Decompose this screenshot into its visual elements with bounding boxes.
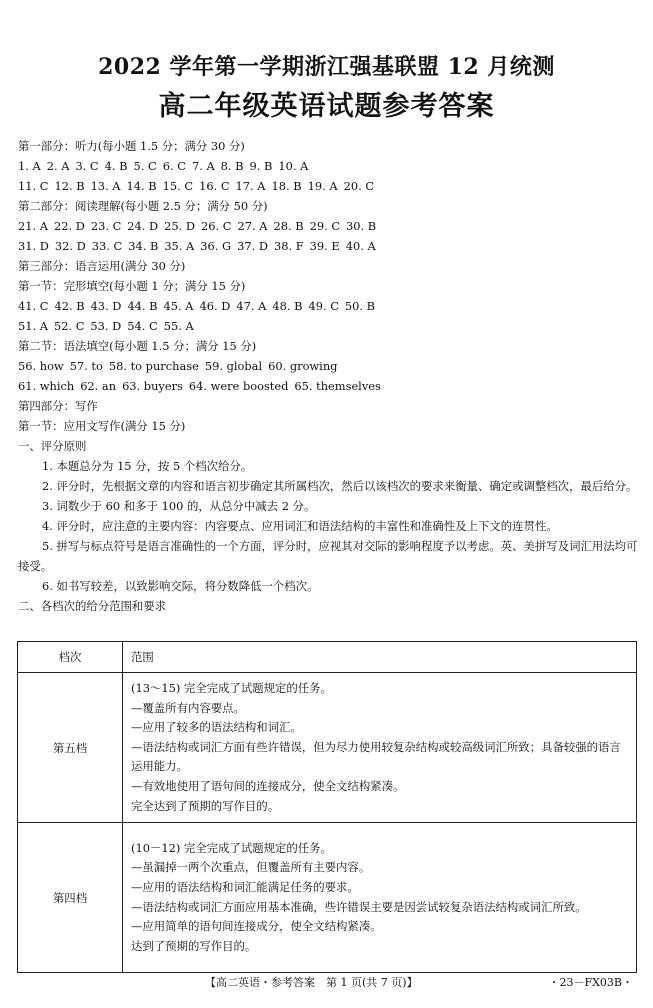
answer-item: 30. B <box>346 219 377 233</box>
answer-item: 28. B <box>273 219 304 233</box>
part3-sec1-heading: 第一节：完形填空(每小题 1 分；满分 15 分) <box>18 279 246 293</box>
answer-item: 37. D <box>237 239 268 253</box>
principles-heading: 一、评分原则 <box>18 439 87 453</box>
answer-item: 32. D <box>54 239 86 253</box>
range-column-header: 范围 <box>123 642 637 673</box>
part4-heading: 第四部分：写作 <box>18 399 98 413</box>
answer-item: 50. B <box>344 299 376 313</box>
answer-item: 4. B <box>104 159 128 173</box>
principle-item: 3. 词数少于 60 和多于 100 的，从总分中减去 2 分。 <box>42 499 316 513</box>
cloze-answers-row1 <box>18 296 638 316</box>
principle-item: 6. 如书写较差，以致影响交际，将分数降低一个档次。 <box>42 579 319 593</box>
requirement-line: —有效地使用了语句间的连接成分，使全文结构紧凑。 <box>131 778 405 793</box>
table-header-row <box>18 642 637 673</box>
answer-item: 29. C <box>309 219 341 233</box>
grade-requirements <box>123 823 637 973</box>
answer-item: 48. B <box>272 299 303 313</box>
answer-item: 5. C <box>133 159 157 173</box>
answer-item: 39. E <box>309 239 340 253</box>
answer-item: 46. D <box>199 299 231 313</box>
answer-item: 18. B <box>271 179 302 193</box>
answer-item: 12. B <box>54 179 85 193</box>
principle-item: 5. 拼写与标点符号是语言准确性的一个方面，评分时，应视其对交际的影响程度予以考虑。英、美拼写及词汇用法均可接受。 <box>18 539 638 573</box>
answer-item: 31. D <box>18 239 49 253</box>
requirement-line: (13～15) 完全完成了试题规定的任务。 <box>131 681 332 695</box>
answer-item: 44. B <box>127 299 158 313</box>
answer-item: 53. D <box>90 319 122 333</box>
requirement-line: 达到了预期的写作目的。 <box>131 938 257 953</box>
answer-item: 41. C <box>18 299 49 313</box>
requirement-line: —虽漏掉一两个次重点，但覆盖所有主要内容。 <box>131 860 371 875</box>
grammar-answers-row2 <box>18 376 638 396</box>
grading-table <box>17 641 637 973</box>
answer-item: 11. C <box>18 179 49 193</box>
grades-heading: 二、各档次的给分范围和要求 <box>18 599 167 613</box>
grade-requirements <box>123 673 637 823</box>
answer-item: 21. A <box>18 219 48 233</box>
grammar-answers-row1 <box>18 356 638 376</box>
answer-item: 25. D <box>164 219 196 233</box>
answer-item: 22. D <box>53 219 85 233</box>
answer-item: 65. themselves <box>294 379 381 393</box>
requirement-line: —覆盖所有内容要点。 <box>131 700 245 715</box>
answer-item: 17. A <box>235 179 266 193</box>
answer-item: 58. to purchase <box>108 359 199 373</box>
answer-body <box>18 136 638 616</box>
answer-item: 34. B <box>128 239 159 253</box>
answer-item: 20. C <box>343 179 375 193</box>
answer-item: 64. were boosted <box>188 379 289 393</box>
answer-item: 36. G <box>200 239 232 253</box>
answer-item: 13. A <box>90 179 121 193</box>
part3-sec2-heading: 第二节：语法填空(每小题 1.5 分；满分 15 分) <box>18 339 257 353</box>
answer-item: 63. buyers <box>122 379 183 393</box>
footer-page-info: 【高二英语・参考答案 第 1 页(共 7 页)】 <box>205 976 418 989</box>
part2-answers-row2 <box>18 236 638 256</box>
answer-item: 55. A <box>163 319 194 333</box>
footer-code: ・23－FX03B・ <box>548 976 633 989</box>
answer-item: 45. A <box>163 299 194 313</box>
answer-item: 57. to <box>69 359 103 373</box>
answer-item: 10. A <box>278 159 309 173</box>
part1-answers-row2 <box>18 176 638 196</box>
answer-item: 42. B <box>54 299 85 313</box>
answer-item: 9. B <box>249 159 273 173</box>
answer-item: 56. how <box>18 359 64 373</box>
answer-item: 51. A <box>18 319 48 333</box>
document-title: 高二年级英语试题参考答案 <box>158 91 495 122</box>
cloze-answers-row2 <box>18 316 638 336</box>
answer-item: 6. C <box>162 159 186 173</box>
exam-title: 2022 学年第一学期浙江强基联盟 12 月统测 <box>98 54 555 80</box>
answer-item: 35. A <box>164 239 195 253</box>
grade-label: 第五档 <box>18 673 123 823</box>
part2-heading: 第二部分：阅读理解(每小题 2.5 分；满分 50 分) <box>18 199 268 213</box>
answer-item: 60. growing <box>268 359 338 373</box>
principle-item: 1. 本题总分为 15 分，按 5 个档次给分。 <box>42 459 253 473</box>
answer-item: 24. D <box>127 219 159 233</box>
answer-item: 47. A <box>236 299 267 313</box>
grade-label: 第四档 <box>18 823 123 973</box>
table-row <box>18 673 637 823</box>
answer-item: 54. C <box>127 319 158 333</box>
answer-item: 2. A <box>46 159 70 173</box>
part1-heading: 第一部分：听力(每小题 1.5 分；满分 30 分) <box>18 139 245 153</box>
answer-item: 1. A <box>18 159 41 173</box>
answer-item: 26. C <box>201 219 232 233</box>
requirement-line: (10－12) 完全完成了试题规定的任务。 <box>131 840 332 855</box>
answer-item: 27. A <box>237 219 268 233</box>
table-row <box>18 823 637 973</box>
answer-item: 7. A <box>191 159 215 173</box>
answer-item: 38. F <box>274 239 304 253</box>
answer-item: 40. A <box>345 239 376 253</box>
requirement-line: —语法结构或词汇方面应用基本准确，些许错误主要是因尝试较复杂语法结构或词汇所致。 <box>131 899 587 914</box>
answer-item: 33. C <box>91 239 123 253</box>
answer-item: 3. C <box>75 159 99 173</box>
grade-column-header: 档次 <box>18 642 123 673</box>
part3-heading: 第三部分：语言运用(满分 30 分) <box>18 259 186 273</box>
part4-sec1-heading: 第一节：应用文写作(满分 15 分) <box>18 419 186 433</box>
answer-item: 16. C <box>199 179 230 193</box>
answer-item: 23. C <box>90 219 122 233</box>
answer-item: 8. B <box>220 159 244 173</box>
answer-item: 15. C <box>162 179 194 193</box>
answer-item: 49. C <box>308 299 339 313</box>
answer-item: 61. which <box>18 379 75 393</box>
requirement-line: —应用简单的语句间连接成分，使全文结构紧凑。 <box>131 919 382 934</box>
requirement-line: —应用的语法结构和词汇能满足任务的要求。 <box>131 880 359 895</box>
answer-item: 14. B <box>126 179 157 193</box>
answer-item: 19. A <box>307 179 338 193</box>
principle-item: 2. 评分时，先根据文章的内容和语言初步确定其所属档次，然后以该档次的要求来衡量、确定或调整档次，最后给分。 <box>42 479 638 493</box>
principle-item: 4. 评分时，应注意的主要内容：内容要点、应用词汇和语法结构的丰富性和准确性及上下文的连贯性。 <box>42 519 558 533</box>
part1-answers-row1 <box>18 156 638 176</box>
requirement-line: —语法结构或词汇方面有些许错误，但为尽力使用较复杂结构或较高级词汇所致；具备较强的语言运用能力。 <box>131 739 621 774</box>
answer-item: 43. D <box>90 299 122 313</box>
answer-item: 59. global <box>204 359 263 373</box>
requirement-line: —应用了较多的语法结构和词汇。 <box>131 720 302 735</box>
answer-item: 52. C <box>53 319 85 333</box>
requirement-line: 完全达到了预期的写作目的。 <box>131 798 280 813</box>
part2-answers-row1 <box>18 216 638 236</box>
answer-item: 62. an <box>80 379 117 393</box>
